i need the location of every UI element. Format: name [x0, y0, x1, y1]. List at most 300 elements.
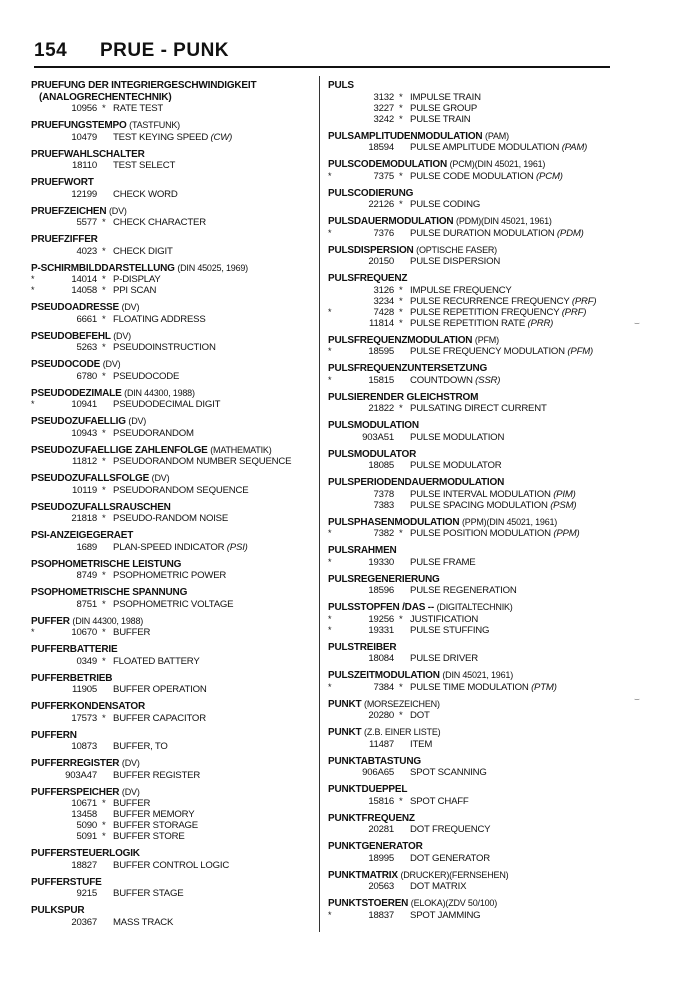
term-text: PULSCODIERUNG — [328, 187, 414, 199]
term-text: PUNKT — [328, 698, 362, 710]
entry-term — [328, 670, 618, 682]
term-text: PULSDAUERMODULATION — [328, 216, 454, 227]
star-marker — [102, 770, 113, 781]
english-abbrev: (PAM) — [561, 142, 588, 153]
term-text: PUFFERREGISTER — [31, 758, 120, 769]
term-text: PULSPHASENMODULATION — [328, 516, 460, 528]
row-marker — [328, 199, 338, 210]
row-marker — [31, 246, 41, 257]
english-text: PULSE MODULATOR — [410, 460, 502, 471]
dictionary-entry — [328, 335, 618, 358]
translation-row — [31, 917, 314, 928]
english-abbrev: (PCM) — [536, 170, 563, 182]
star-marker — [399, 557, 410, 568]
term-text: PULSDISPERSION — [328, 244, 414, 256]
translation-row — [328, 824, 618, 835]
term-text: PSEUDODEZIMALE — [31, 387, 122, 399]
entry-term — [31, 473, 314, 485]
star-marker — [102, 888, 113, 899]
term-text: PSEUDOZUFAELLIG — [31, 416, 126, 427]
dictionary-entry — [31, 359, 314, 382]
english-text: BUFFER — [113, 627, 151, 638]
entry-number: 3234 — [373, 295, 394, 307]
term-text: PSEUDOADRESSE — [31, 302, 119, 313]
star-marker — [399, 500, 410, 511]
term-text: PSOPHOMETRISCHE LEISTUNG — [31, 558, 182, 570]
row-marker — [328, 114, 338, 125]
star-marker — [102, 132, 113, 143]
english-term — [410, 375, 500, 386]
row-marker: * — [328, 681, 332, 692]
dictionary-entry — [31, 758, 314, 781]
star-marker: * — [102, 831, 106, 842]
row-marker — [31, 217, 41, 228]
english-term — [113, 513, 228, 524]
entry-number: 13458 — [71, 809, 97, 820]
row-marker — [328, 256, 338, 267]
term-text: PULSTREIBER — [328, 641, 397, 653]
english-text: PLAN-SPEED INDICATOR — [113, 541, 225, 553]
row-marker — [328, 432, 338, 443]
translation-row — [328, 625, 618, 636]
english-text: SPOT CHAFF — [410, 795, 469, 807]
english-term — [113, 103, 163, 114]
entry-number: 19330 — [368, 556, 394, 568]
dictionary-entry — [31, 206, 314, 229]
english-term — [113, 132, 232, 143]
term-qualifier: (DIN 44300, 1988) — [124, 387, 195, 398]
star-marker — [399, 375, 410, 386]
entry-term — [328, 545, 618, 557]
english-text: MASS TRACK — [113, 916, 174, 928]
translation-row — [31, 132, 314, 143]
english-term — [410, 625, 489, 636]
entry-term — [31, 416, 314, 428]
dictionary-entry — [31, 673, 314, 696]
star-marker — [102, 189, 113, 200]
dictionary-entry — [31, 877, 314, 900]
dictionary-entry — [328, 813, 618, 836]
english-text: SPOT JAMMING — [410, 909, 481, 921]
star-marker — [399, 432, 410, 443]
english-term — [113, 217, 206, 228]
term-qualifier: (Z.B. EINER LISTE) — [364, 727, 441, 737]
english-term — [410, 296, 596, 307]
row-marker — [31, 741, 41, 752]
row-marker — [31, 820, 41, 831]
entry-number: 10873 — [71, 741, 97, 752]
entry-term — [31, 587, 314, 599]
term-qualifier: (PCM)(DIN 45021, 1961) — [449, 159, 546, 169]
translation-row — [328, 853, 618, 864]
entry-term — [31, 673, 314, 685]
star-marker — [102, 684, 113, 695]
row-marker — [31, 189, 41, 200]
dictionary-entry — [328, 420, 618, 443]
term-text: PULSFREQUENZUNTERSETZUNG — [328, 363, 488, 374]
translation-row — [328, 910, 618, 921]
term-text: PUNKTMATRIX — [328, 869, 398, 881]
entry-term — [31, 80, 314, 92]
row-marker — [31, 342, 41, 353]
dictionary-entry — [31, 331, 314, 354]
translation-row — [31, 246, 314, 257]
english-term — [410, 285, 512, 296]
dictionary-entry — [328, 131, 618, 154]
row-marker — [328, 585, 338, 596]
translation-row — [328, 296, 618, 307]
term-text: PSEUDOZUFAELLIGE ZAHLENFOLGE — [31, 444, 208, 456]
star-marker: * — [102, 456, 106, 467]
term-text: PRUEFWORT — [31, 177, 94, 188]
translation-row — [328, 403, 618, 414]
english-term — [410, 682, 557, 693]
translation-row — [31, 684, 314, 695]
translation-row — [31, 217, 314, 228]
english-term — [410, 460, 502, 471]
translation-row — [328, 710, 618, 721]
row-marker: * — [328, 346, 332, 356]
star-marker — [102, 160, 113, 171]
english-term — [113, 741, 168, 752]
translation-row — [328, 767, 618, 778]
english-term — [410, 824, 490, 835]
english-term — [113, 860, 229, 871]
translation-row — [31, 314, 314, 325]
english-term — [113, 770, 200, 781]
term-qualifier: (PFM) — [474, 334, 499, 345]
page-range-heading: PRUE - PUNK — [100, 40, 230, 61]
star-marker — [399, 228, 410, 239]
term-text: PUNKTFREQUENZ — [328, 812, 415, 824]
entry-number: 8749 — [76, 570, 97, 581]
star-marker — [102, 542, 113, 553]
row-marker — [31, 798, 41, 809]
translation-row — [328, 114, 618, 125]
star-marker: * — [102, 820, 106, 831]
translation-row — [31, 809, 314, 820]
translation-row — [31, 428, 314, 439]
star-marker: * — [399, 795, 403, 807]
english-text: FLOATED BATTERY — [113, 655, 200, 667]
row-marker — [31, 456, 41, 467]
english-text: PSEUDODECIMAL DIGIT — [113, 399, 221, 410]
dictionary-entry — [328, 756, 618, 779]
entry-term — [31, 559, 314, 571]
english-abbrev: (PTM) — [531, 681, 557, 693]
translation-row — [31, 627, 314, 638]
translation-row — [328, 92, 618, 103]
row-marker — [328, 739, 338, 750]
translation-row — [31, 513, 314, 524]
english-text: PULSE TIME MODULATION — [410, 681, 529, 693]
english-text: CHECK WORD — [113, 188, 178, 200]
entry-number: 7382 — [373, 528, 394, 539]
entry-term — [328, 80, 618, 92]
english-term — [410, 528, 580, 539]
english-term — [410, 228, 584, 239]
english-term — [410, 853, 490, 864]
translation-row — [328, 682, 618, 693]
entry-number: 10941 — [71, 399, 97, 410]
star-marker — [399, 256, 410, 267]
star-marker: * — [399, 306, 403, 318]
english-text: SPOT SCANNING — [410, 767, 487, 778]
english-term — [410, 557, 476, 568]
star-marker — [102, 917, 113, 928]
english-text: DOT — [410, 710, 430, 721]
english-text: PULSE STUFFING — [410, 624, 490, 636]
translation-row — [31, 713, 314, 724]
star-marker: * — [102, 798, 106, 809]
star-marker — [399, 585, 410, 596]
translation-row — [328, 585, 618, 596]
english-text: PULSE FREQUENCY MODULATION — [410, 346, 565, 357]
term-text: PUFFERSTEUERLOGIK — [31, 848, 140, 859]
english-text: BUFFER, TO — [113, 741, 168, 752]
english-abbrev: (PRF) — [571, 295, 597, 307]
english-text: PULSATING DIRECT CURRENT — [410, 403, 547, 414]
entry-number: 19256 — [368, 613, 394, 625]
entry-term — [328, 392, 618, 404]
entry-number: 903A47 — [65, 769, 97, 781]
star-marker — [399, 910, 410, 921]
entry-number: 18596 — [368, 585, 394, 596]
term-qualifier: (MATHEMATIK) — [210, 444, 272, 455]
english-term — [113, 371, 179, 382]
row-marker — [328, 653, 338, 664]
row-marker: * — [328, 556, 332, 567]
entry-number: 906A65 — [362, 767, 394, 778]
english-term — [410, 92, 481, 103]
row-marker — [328, 489, 338, 500]
english-text: ITEM — [410, 738, 433, 750]
entry-number: 18084 — [368, 653, 394, 664]
term-qualifier: (DIN 44300, 1988) — [72, 615, 144, 626]
english-text: PULSE FRAME — [410, 556, 476, 568]
entry-number: 10956 — [71, 103, 97, 114]
translation-row — [328, 500, 618, 511]
term-text: PUFFERBATTERIE — [31, 644, 118, 655]
entry-term — [31, 263, 314, 275]
english-term — [113, 684, 207, 695]
term-text: PULSIERENDER GLEICHSTROM — [328, 391, 479, 403]
english-term — [410, 199, 480, 210]
row-marker — [31, 542, 41, 553]
entry-term — [328, 273, 618, 285]
entry-number: 10479 — [71, 131, 97, 143]
english-term — [113, 809, 194, 820]
dictionary-entry — [31, 149, 314, 172]
entry-number: 10670 — [71, 627, 97, 638]
translation-row — [328, 528, 618, 539]
entry-term — [328, 188, 618, 200]
star-marker: * — [102, 484, 106, 496]
dictionary-entry — [328, 245, 618, 268]
star-marker: * — [399, 613, 403, 625]
star-marker — [399, 489, 410, 500]
translation-row — [328, 614, 618, 625]
row-marker — [31, 103, 41, 114]
star-marker: * — [102, 427, 106, 439]
entry-number: 11812 — [72, 456, 97, 467]
row-marker — [328, 103, 338, 114]
term-continuation: (ANALOGRECHENTECHNIK) — [39, 91, 172, 103]
dictionary-entry — [31, 120, 314, 143]
english-term — [113, 888, 183, 899]
translation-row — [31, 371, 314, 382]
term-text: PULSREGENERIERUNG — [328, 573, 440, 585]
margin-mark: ⌣ — [634, 694, 640, 704]
entry-number: 20281 — [368, 824, 394, 835]
row-marker — [328, 767, 338, 778]
term-text: PSEUDOZUFALLSRAUSCHEN — [31, 501, 171, 513]
english-text: PULSE REPETITION FREQUENCY — [410, 306, 560, 318]
dictionary-entry — [31, 644, 314, 667]
entry-term — [328, 642, 618, 654]
english-term — [113, 485, 248, 496]
row-marker — [328, 710, 338, 721]
star-marker: * — [102, 342, 106, 353]
row-marker — [31, 371, 41, 382]
entry-term — [31, 234, 314, 246]
translation-row — [31, 274, 314, 285]
star-marker: * — [399, 528, 403, 539]
star-marker: * — [102, 712, 106, 724]
term-text: PSEUDOCODE — [31, 359, 101, 370]
entry-number: 10943 — [71, 427, 97, 439]
star-marker: * — [399, 295, 403, 307]
term-qualifier: (TASTFUNK) — [129, 120, 180, 130]
entry-number: 19331 — [368, 624, 394, 636]
star-marker: * — [399, 199, 403, 210]
entry-term — [328, 477, 618, 489]
row-marker: * — [328, 613, 332, 624]
term-text: PRUEFZIFFER — [31, 234, 98, 245]
english-term — [113, 570, 226, 581]
english-term — [113, 599, 233, 610]
english-term — [410, 910, 480, 921]
term-text: PSEUDOZUFALLSFOLGE — [31, 473, 150, 484]
entry-term — [31, 445, 314, 457]
english-text: PULSE REPETITION RATE — [410, 317, 526, 329]
entry-number: 7384 — [373, 681, 394, 693]
english-term — [410, 614, 478, 625]
row-marker — [31, 570, 41, 581]
translation-row — [328, 557, 618, 568]
entry-number: 18837 — [368, 909, 394, 921]
row-marker — [31, 132, 41, 143]
entry-number: 18595 — [368, 346, 394, 357]
english-abbrev: (PFM) — [567, 346, 594, 357]
english-term — [410, 489, 576, 500]
english-term — [113, 314, 206, 325]
dictionary-entry — [328, 574, 618, 597]
term-text: PUFFERKONDENSATOR — [31, 701, 146, 712]
dictionary-entry — [328, 602, 618, 636]
translation-row — [31, 399, 314, 410]
entry-term — [31, 848, 314, 860]
english-text: PULSE RECURRENCE FREQUENCY — [410, 295, 570, 307]
entry-number: 22126 — [368, 199, 394, 210]
term-qualifier: (DV) — [108, 205, 127, 216]
english-abbrev: (PRF) — [561, 306, 587, 318]
english-text: PULSE SPACING MODULATION — [410, 499, 548, 511]
dictionary-entry — [328, 216, 618, 239]
star-marker — [102, 860, 113, 871]
english-text: PULSE TRAIN — [410, 113, 471, 125]
entry-number: 3132 — [373, 91, 394, 103]
english-text: PPI SCAN — [113, 285, 157, 296]
english-text: BUFFER CAPACITOR — [113, 712, 206, 724]
entry-number: 11814 — [369, 317, 394, 329]
right-column — [328, 80, 618, 927]
english-text: BUFFER STORAGE — [113, 820, 198, 831]
dictionary-entry — [31, 80, 314, 114]
star-marker: * — [399, 113, 403, 125]
translation-row — [31, 888, 314, 899]
english-text: TEST KEYING SPEED — [113, 131, 209, 143]
entry-number: 7376 — [373, 227, 394, 239]
term-qualifier: (PAM) — [485, 130, 509, 141]
entry-number: 4023 — [76, 245, 97, 257]
english-text: PSEUDORANDOM — [113, 427, 194, 439]
english-term — [410, 739, 432, 750]
term-text: PSOPHOMETRISCHE SPANNUNG — [31, 587, 188, 598]
english-abbrev: (PIM) — [553, 488, 576, 500]
entry-number: 18085 — [368, 460, 394, 471]
english-term — [113, 274, 161, 285]
header-rule — [34, 66, 610, 68]
entry-term — [328, 335, 618, 347]
star-marker: * — [102, 513, 106, 524]
star-marker — [102, 809, 113, 820]
dictionary-entry — [31, 787, 314, 843]
translation-row — [328, 228, 618, 239]
entry-term — [31, 730, 314, 742]
star-marker — [399, 460, 410, 471]
english-text: PSEUDORANDOM SEQUENCE — [113, 484, 249, 496]
row-marker — [31, 599, 41, 610]
entry-term — [328, 813, 618, 825]
star-marker: * — [399, 170, 403, 182]
dictionary-entry — [328, 273, 618, 329]
english-term — [410, 318, 553, 329]
english-term — [410, 796, 469, 807]
entry-number: 18594 — [368, 142, 394, 153]
entry-number: 18995 — [368, 852, 394, 864]
entry-term — [31, 530, 314, 542]
translation-row — [328, 171, 618, 182]
star-marker: * — [399, 284, 403, 296]
entry-number: 5263 — [76, 342, 97, 353]
english-text: PULSE AMPLITUDE MODULATION — [410, 142, 560, 153]
english-term — [113, 820, 198, 831]
english-text: PULSE INTERVAL MODULATION — [410, 488, 551, 500]
translation-row — [328, 256, 618, 267]
page-header — [34, 40, 610, 66]
dictionary-entry — [328, 477, 618, 511]
term-text: PULSPERIODENDAUERMODULATION — [328, 477, 505, 488]
entry-term — [328, 245, 618, 257]
entry-number: 3242 — [373, 113, 394, 125]
english-term — [410, 653, 478, 664]
row-marker — [31, 888, 41, 899]
translation-row — [328, 432, 618, 443]
entry-number: 6780 — [76, 370, 97, 382]
english-text: IMPULSE TRAIN — [410, 91, 481, 103]
row-marker — [31, 713, 41, 724]
